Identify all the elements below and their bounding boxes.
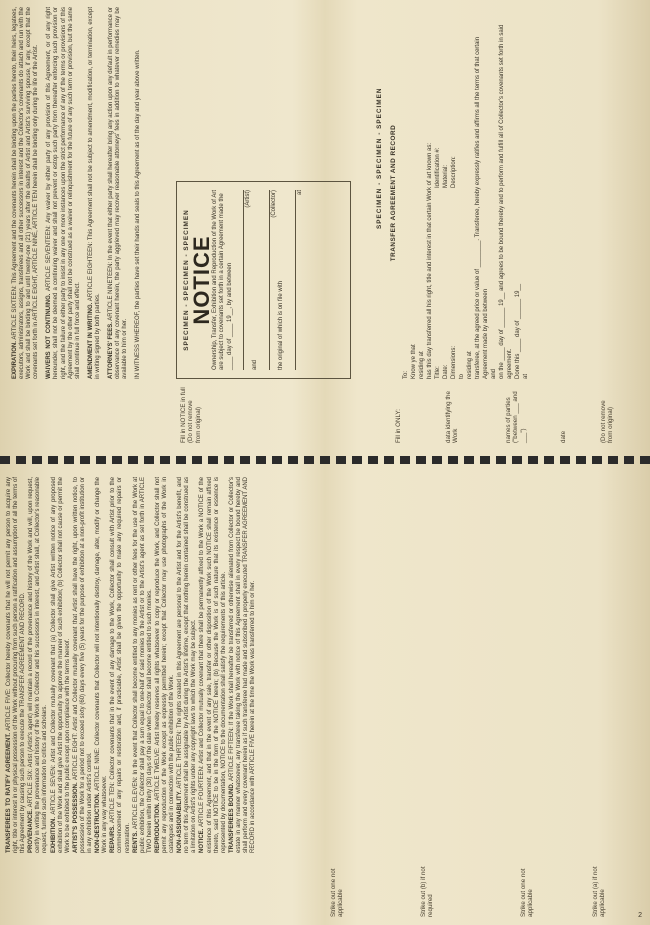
field-identification: Identification #: [435,147,441,188]
article-text: ARTICLE NINETEEN: In the event that either party shall hereafter bring any action upon any default in performance or observance of any covenant herein, the party aggrieved may recover reasonable attorneys' fees in addition to whatever remedies may be available to him or her. [108,7,129,379]
left-margin-notes [0,857,650,917]
article-paragraph [28,477,49,853]
notice-text: Ownership, Transfer, Exhibition and Reproduction of the Work of Art are subject to covenants set forth in a certain Agreement made the ____ day of ____ 19__, by and between [211,190,233,370]
article-text: ARTICLE FIFTEEN: If the Work shall hereafter be transferred or otherwise alienated from Collector or Collector's estate in any manner whatsoever, any transferee taking the Work with notice of this Agreement shall in every respect be bound hereby and shall perform and every covenant herein as if such transferee had made and subscribed a properly executed TRANSFER AGREEMENT AND RECORD in accordance with ARTICLE FIVE herein at the time the Work was transferred to him or her. [228,477,257,853]
article-paragraph [108,7,129,379]
margin-note: Strike out (b) if not required [420,866,435,917]
article-paragraph [88,7,102,379]
article-title: PROVENANCE. [28,808,35,853]
article-paragraph [46,7,81,379]
margin-note: names of parties ("between ___ and ___") [505,391,527,443]
article-title: ARTIST'S POSSESSION. [72,782,79,853]
article-text: ARTICLE SEVEN: Artist and Collector mutually covenant that (a) Collector shall give Artist written notice of any proposed exhibition of the Work and shall give Artist the opportunity to approve the manner of such exhibition; (b) Collector shall not cause or permit the Work to be exhibited to the public except upon compliance with the terms hereof. [50,477,71,853]
article-title: NON-DESTRUCTION. [95,792,102,853]
margin-note: (Do not remove from original) [600,400,615,443]
article-text: ARTICLE SEVENTEEN: Any waiver by either party of any provision of this Agreement, or of any right hereunder, shall not be deemed a continuing waiver and shall not prevent or estop such party from thereafter enforcing such provision or right, and the failure of either party to insist in any one or more instances upon the strict performance of any of the terms or provisions of this Agreement by the other party shall not be construed as a waiver or relinquishment for the future of any such term or provision, but the same shall continue in full force and effect. [46,7,81,379]
notice-box [176,181,351,379]
transfer-has-transferred: has this day transferred all his right, title and interest in that certain Work of art known as: [427,142,433,379]
article-paragraph [110,477,131,853]
article-paragraph [95,477,109,853]
margin-note: Fill in NOTICE in full (Do not remove from original) [180,387,202,443]
article-text: ARTICLE EIGHT: Artist and Collector mutually covenant that Artist shall have the right, upon written notice, to possession of the Work for a period not to exceed sixty (60) days every five (5) years for the purpose of exhibition at a non-profit institution or in any exhibition under Artist's control. [72,477,94,853]
article-title: EXHIBITION. [50,816,57,853]
notice-original: the original of which is on file with [278,280,285,370]
page-number: 2 [638,912,642,919]
article-title: ATTORNEYS' FEES. [108,322,115,379]
field-description: Description: [451,156,457,188]
article-title: TRANSFEREES TO RATIFY AGREEMENT. [6,733,12,853]
transfer-form [376,7,530,379]
article-paragraph [133,477,154,853]
article-text: ARTICLE NINE: Collector covenants that Collector will not intentionally destroy, damage, alter, modify or change the Work in any way whatsoever. [95,476,109,853]
transfer-and: and [491,368,497,379]
notice-and: and [252,359,259,370]
notice-collector: (Collector) [270,190,277,218]
margin-note: Strike out one not applicable [330,868,345,917]
transfer-done: Done this ____ day of ______ 19__ [515,283,521,379]
notice-artist: (Artist) [245,190,252,208]
article-paragraph [51,477,72,853]
notice-at: at [296,190,303,196]
article-title: EXPIRATION. [12,341,18,379]
transfer-fields [434,7,458,379]
article-text: IN WITNESS WHEREOF, the parties have set their hands and seals to this Agreement as of the day and year above written. [135,49,142,379]
article-paragraph [6,477,27,853]
transfer-at: at [523,373,529,379]
field-dimensions: Dimensions: [451,345,457,379]
article-text: ARTICLE ELEVEN: In the event that Collector shall become entitled to any monies as rent or other fees for the use of the Work at public exhibition, the Collector shall pay a sum equal to one-half of said monies to the Artist or to the Artist's agent as set forth in ARTICLE TWO herein within thirty (30) days of the date when Collector shall become entitled to such monies. [132,477,153,853]
article-text: ARTICLE TWELVE: Artist hereby reserves all rights whatsoever to copy or reproduce the Work, and Collector shall not permit any reproduction of the Work except as expressly permitted herein; except that Collector may use photographs of the Work in catalogues and in connection with the public exhibition of the Work. [154,477,176,853]
field-title: Title: [435,366,441,379]
notice-title: NOTICE [189,235,215,325]
article-title: RENTS. [132,830,139,853]
right-articles [6,7,148,379]
article-text: ARTICLE FIVE: Collector hereby covenants that he will not permit any person to acquire any right, title or interest in or physical possession of the Work without procuring from such person a ratification and assumption of all the terms of this Agreement by causing such person to execute the TRANSFER AGREEMENT AND RECORD. [6,476,27,853]
transfer-specimen: SPECIMEN - SPECIMEN - SPECIMEN [376,87,383,229]
field-material: Material: [443,164,449,188]
article-title: REPRODUCTION. [154,802,161,853]
article-text: ARTICLE THIRTEEN: The rights created in this Agreement are personal to the Artist and for the Artist's benefit, and no term of this Agreement shall be assignable by Artist during the Artist's lifetime, except that nothing herein contained shall be construed as a limitation on Artist's rights under any copyright laws to which the Work may be subject. [177,477,198,853]
article-paragraph [73,477,94,853]
transfer-know-ye: Know ye that [411,344,417,379]
article-paragraph [229,477,257,853]
margin-note: Strike out one not applicable [520,868,535,917]
transfer-title: TRANSFER AGREEMENT AND RECORD [390,124,397,262]
article-text: ARTICLE SIX: Artist (Artist's agent) will maintain a record of the provenance and history of the Work and will, upon request, certify in writing the provenance and history of the Work to Collector and his successors in interest, and Artist shall, at Collector's reasonable request, furnish such information to critics and scholars. [28,476,49,853]
article-title: WAIVERS NOT CONTINUING. [46,293,53,379]
margin-note: Strike out (a) if not applicable [592,866,607,917]
field-date: Date: [443,364,449,379]
article-text: ARTICLE FOURTEEN: Artist and Collector mutually covenant that there shall be permanently affixed to the Work a NOTICE of the existence of this Agreement, and that in the event of any sale, transfer or other disposition of the Work such NOTICE shall remain affixed thereto, said NOTICE to be in the form of the NOTICE herein; (b) Because the Work is of such nature that its existence or essence is represented by documentation, NOTICE to the documentation shall satisfy the requirements of this article. [199,477,227,853]
margin-note: data identifying the Work [445,391,460,443]
article-text: ARTICLE SIXTEEN: This Agreement and the covenants herein shall be binding upon the parties hereto, their heirs, legatees, executors, administrators, assigns, transferees and all other successors in interest and the Collector's covenants do attach and run with the Work and shall be binding to and until twenty-one (21) years after the deaths of Artist and Artist's surviving spouse, if any, except that the covenants set forth in ARTICLE EIGHT, ARTICLE NINE, ARTICLE TEN herein shall be binding only during the life of the Artist. [12,7,40,379]
article-text: ARTICLE TEN: Collector covenants that in the event of any damage to the Work, Collector shall consult with Artist prior to the commencement of any repairs or restoration and, if practicable, Artist shall be given the opportunity to make any required repairs or restoration. [110,477,131,853]
article-title: NON-ASSIGNABILITY. [177,790,184,853]
transfer-residing2: residing at [467,351,473,379]
margin-note: date [560,430,567,443]
article-title: REPAIRS. [110,825,117,853]
article-title: AMENDMENT IN WRITING. [87,302,94,379]
article-title: NOTICE. [199,828,206,853]
article-paragraph [135,7,142,379]
article-paragraph [199,477,227,853]
transfer-on-the: on the ____ day of ______ 19__ and agrees to be bound thereby and to perform and fulfill all of Collector's covenants set forth in said agreement. [499,24,513,379]
transfer-to2: to [459,373,465,379]
left-page [0,477,650,917]
article-paragraph [12,7,40,379]
article-text: ARTICLE EIGHTEEN: This Agreement shall not be subject to amendment, modification, or termination, except in writing signed by both parties. [87,7,101,379]
right-margin-notes [0,383,650,443]
transfer-to: To: [403,370,409,379]
transfer-transferee: transferee, at the agreed price or value of ________. Transferee, hereby expressly ratifies and affirms all the terms of that certain Agreement made by and between [475,36,489,379]
notice-specimen: SPECIMEN - SPECIMEN - SPECIMEN [183,209,190,351]
transfer-residing: residing at [419,351,425,379]
article-paragraph [155,477,176,853]
right-page [0,7,650,443]
article-title: TRANSFEREES BOUND. [228,782,235,853]
margin-note: Fill in ONLY: [395,409,402,443]
left-articles [6,477,258,853]
article-paragraph [177,477,198,853]
